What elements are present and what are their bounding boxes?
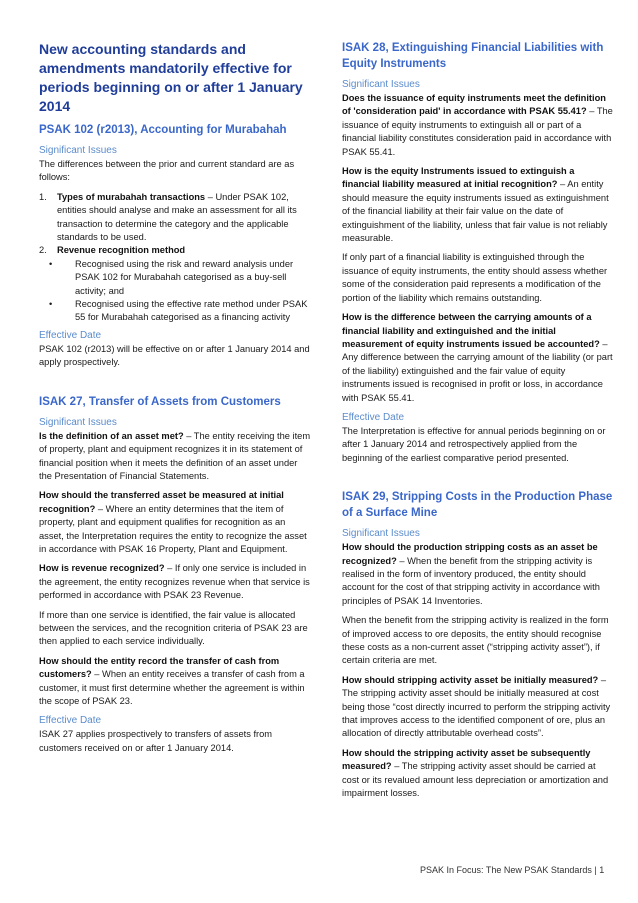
list-number: 1. xyxy=(39,191,47,202)
isak28-effective-date-label: Effective Date xyxy=(342,411,405,423)
left-column xyxy=(39,40,311,761)
isak28-paragraph: How is the difference between the carrying amounts of a financial liability and extinguished and the initial measurement of equity instruments issued be accounted? – Any difference between the carrying amount of the liability (or part of the liability) extinguished and the fair value of equity instruments issued is recognised in profit or loss, in accordance with PSAK 55.41. xyxy=(342,312,613,403)
psak102-effective-date-label: Effective Date xyxy=(39,329,102,341)
page-footer: PSAK In Focus: The New PSAK Standards | 1 xyxy=(420,865,605,875)
bullet-icon: • xyxy=(49,258,53,269)
bullet-item xyxy=(45,298,311,325)
list-number: 2. xyxy=(39,245,47,256)
isak27-paragraph: How should the transferred asset be measured at initial recognition? – Where an entity determines that the item of property, plant and equipment qualifies for recognition as an asset, the Interpretation requires the entity to recognize the asset in accordance with PSAK 16 Property, Plant and Equipment. xyxy=(39,490,307,554)
list-item-heading: Types of murabahah transactions xyxy=(57,191,206,202)
psak102-heading: PSAK 102 (r2013), Accounting for Murabahah xyxy=(39,124,287,136)
psak102-effective-date-text: PSAK 102 (r2013) will be effective on or after 1 January 2014 and apply prospectively. xyxy=(39,343,310,368)
isak28-heading: ISAK 28, Extinguishing Financial Liabilities with Equity Instruments xyxy=(342,42,604,70)
list-item xyxy=(39,244,311,257)
page-title: New accounting standards and amendments mandatorily effective for periods beginning on or after 1 January 2014 xyxy=(39,41,303,114)
isak27-heading: ISAK 27, Transfer of Assets from Customers xyxy=(39,395,281,408)
isak29-paragraph: How should stripping activity asset be initially measured? – The stripping activity asset should be initially measured at cost being those “cost directly incurred to perform the stripping activity that improves access to the identified component of ore, plus an allocation of directly attributable overhead costs”. xyxy=(342,674,611,739)
isak29-paragraph: How should the production stripping costs as an asset be recognized? – When the benefit from the stripping activity is realised in the form of inventory produced, the entity should account for the cost of that stripping activity in accordance with principles of PSAK 14 Inventories. xyxy=(342,542,600,606)
psak102-significant-issues-label: Significant Issues xyxy=(39,145,117,156)
isak28-effective-date-text: The Interpretation is effective for annual periods beginning on or after 1 January 2014 and retrospectively applied from the beginning of the earliest comparative period presented. xyxy=(342,425,606,463)
isak27-paragraph: If more than one service is identified, the fair value is allocated between the services, and the recognition criteria of PSAK 23 are then applied to each service individually. xyxy=(39,609,308,647)
psak102-intro: The differences between the prior and current standard are as follows: xyxy=(39,159,295,183)
isak27-paragraph: How is revenue recognized? – If only one service is included in the agreement, the entity recognizes revenue when that service is performed in accordance with PSAK 23 Revenue. xyxy=(39,563,310,601)
isak27-paragraph: Is the definition of an asset met? – The entity receiving the item of property, plant and equipment recognizes it in its statement of financial position when it meets the definition of an asset under the Presentation of Financial Statements. xyxy=(39,430,311,481)
bullet-text: Recognised using the risk and reward analysis under PSAK 102 for Murabahah categorised as a buy-sell activity; and xyxy=(75,258,294,296)
right-column xyxy=(342,40,614,806)
isak28-significant-issues-label: Significant Issues xyxy=(342,79,420,90)
isak28-paragraph: Does the issuance of equity instruments meet the definition of 'consideration paid' in accordance with PSAK 55.41? – The issuance of equity instruments to extinguish all or part of a financial liability constitutes consideration paid in accordance with PSAK 55.41. xyxy=(342,93,613,157)
psak102-numbered-list xyxy=(39,191,311,325)
isak29-paragraph: How should the stripping activity asset be subsequently measured? – The stripping activity asset should be carried at cost or its revalued amount less depreciation or amortization and impairment losses. xyxy=(342,747,609,799)
isak29-significant-issues-label: Significant Issues xyxy=(342,528,420,540)
bullet-item xyxy=(45,258,311,298)
isak27-paragraph: How should the entity record the transfer of cash from customers? – When an entity receives a transfer of cash from a customer, it must first determine whether the agreement is within the scope of PSAK 23. xyxy=(39,655,305,706)
isak27-effective-date-label: Effective Date xyxy=(39,715,102,727)
list-item-heading: Revenue recognition method xyxy=(57,245,186,256)
bullet-list xyxy=(45,258,311,325)
isak29-paragraph: When the benefit from the stripping activity is realized in the form of improved access to ore deposits, the entity should recognise these costs as a non-current asset (“stripping activity asset”), if certain criteria are met. xyxy=(342,615,609,666)
isak28-paragraph: How is the equity Instruments issued to extinguish a financial liability measured at initial recognition? – An entity should measure the equity instruments issued as extinguishment of the financial liability at their fair value on the date of extinguishment of the liability, unless that fair value is not reliably measurable. xyxy=(342,166,609,244)
bullet-text: Recognised using the effective rate method under PSAK 55 for Murabahah categorised as a financing activity xyxy=(75,299,308,323)
isak27-significant-issues-label: Significant Issues xyxy=(39,416,117,428)
isak27-effective-date-text: ISAK 27 applies prospectively to transfers of assets from customers received on or after 1 January 2014. xyxy=(39,729,273,753)
isak29-heading: ISAK 29, Stripping Costs in the Production Phase of a Surface Mine xyxy=(342,491,613,520)
list-item xyxy=(39,191,311,245)
list-item-text: – Under PSAK 102, entities should analyse and make an assessment for all its transaction to determine the category and the applicable standards to be used. xyxy=(57,191,297,243)
bullet-icon: • xyxy=(49,299,53,310)
isak28-paragraph: If only part of a financial liability is extinguished through the issuance of equity instruments, the entity should assess whether some of the consideration paid represents a modification of the portion of the liability which remains outstanding. xyxy=(342,252,608,303)
